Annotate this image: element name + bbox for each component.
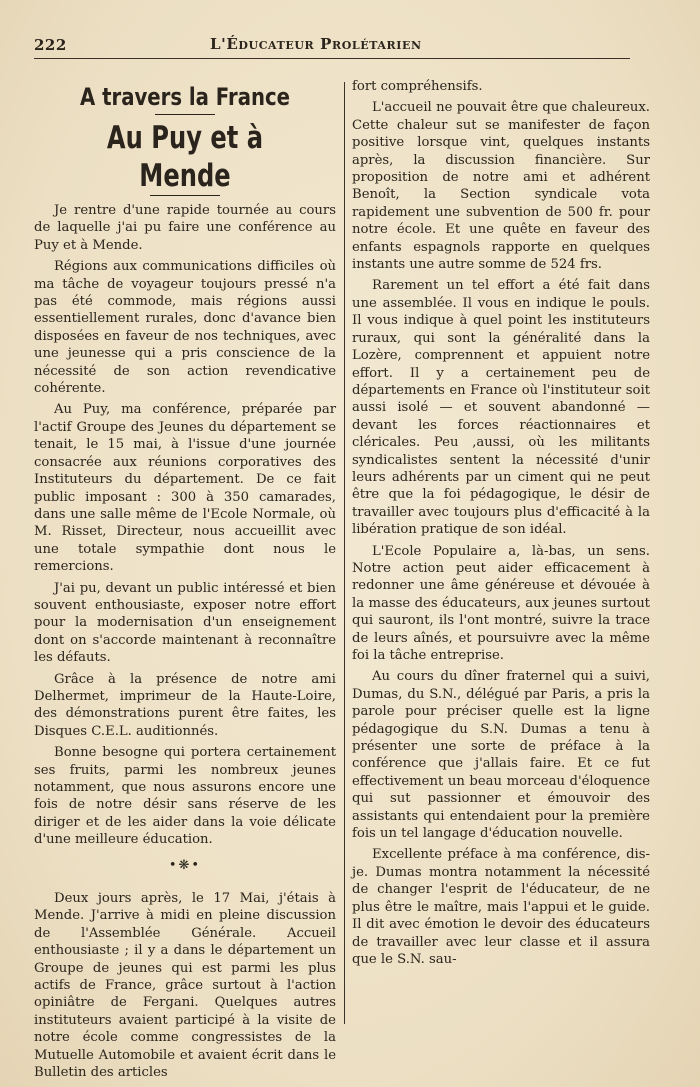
- left-column: [34, 82, 336, 1086]
- paragraph: L'accueil ne pouvait être que chaleureux. Cette chaleur sut se manifester de façon positive lorsque vint, quelques instants après, la discussion financière. Sur proposition de notre ami et adhérent Benoît, la Section syndicale vota rapidement une subvention de 500 fr. pour notre école. Et une quête en faveur des enfants espagnols rapporte en quelques instants une autre somme de 524 frs.: [352, 100, 650, 273]
- paragraph: Excellente préface à ma conférence, dis-je. Dumas montra notamment la nécessité de changer l'esprit de l'éducateur, de ne plus être le maître, mais l'appui et le guide. Il dit avec émotion le devoir des éducateurs de travailler avec leur classe et il assura que le S.N. sau-: [352, 847, 650, 967]
- paragraph: Régions aux communications difficiles où ma tâche de voyageur toujours pressé n'a pas été commode, mais régions aussi essentiellement rurales, donc d'avance bien disposées en faveur de nos techniques, avec une jeunesse qui a pris conscience de la nécessité de son action revendicative cohérente.: [34, 259, 336, 397]
- article-kicker: A travers la France: [80, 83, 290, 111]
- paragraph: L'Ecole Populaire a, là-bas, un sens. Notre action peut aider efficacement à redonner une âme généreuse et dévouée à la masse des éducateurs, aux jeunes surtout qui sauront, ils l'ont montré, suivre la trace de leurs aînés, et poursuivre avec la même foi la tâche entreprise.: [352, 543, 650, 663]
- right-column: [352, 78, 650, 972]
- paragraph: Rarement un tel effort a été fait dans une assemblée. Il vous en indique le pouls. Il vous indique à quel point les instituteurs ruraux, qui sont la généralité dans la Lozère, comprennent et appuient notre effort. Il y a certainement peu de départements en France où l'instituteur soit aussi isolé — et souvent abandonné — devant les forces réactionnaires et cléricales. Peu ,aussi, où les militants syndicalistes sentent la nécessité d'unir leurs adhérents par un ciment qui ne peut être que la foi pédagogique, le désir de travailler avec toujours plus d'efficacité à la libération pratique de son idéal.: [352, 278, 650, 538]
- journal-title: L'Éducateur Prolétarien: [210, 35, 422, 53]
- page-number: 222: [34, 36, 67, 54]
- paragraph-continuation: fort compréhensifs.: [352, 79, 483, 94]
- paragraph: Deux jours après, le 17 Mai, j'étais à Mende. J'arrive à midi en pleine discussion de l'Assemblée Générale. Accueil enthousiaste ; il y a dans le département un Groupe de jeunes qui est parmi les plus actifs de France, grâce surtout à l'action opiniâtre de Fergani. Quelques autres instituteurs avaient participé à la visite de notre école comme congressistes de la Mutuelle Automobile et avaient écrit dans le Bulletin des articles: [34, 891, 336, 1081]
- paragraph: Au Puy, ma conférence, préparée par l'actif Groupe des Jeunes du département se tenait, le 15 mai, à l'issue d'une journée consacrée aux réunions corporatives des Instituteurs du département. De ce fait public imposant : 300 à 350 camarades, dans une salle même de l'Ecole Normale, où M. Risset, Directeur, nous accueillit avec une totale sympathie dont nous le remercions.: [34, 402, 336, 575]
- column-divider: [344, 82, 345, 1024]
- kicker-rule: [155, 114, 215, 115]
- paragraph: Au cours du dîner fraternel qui a suivi, Dumas, du S.N., délégué par Paris, a pris la parole pour préciser quelle est la ligne pédagogique du S.N. Dumas a tenu à présenter une sorte de préface à la conférence que j'allais faire. Et ce fut effectivement un beau morceau d'éloquence qui sut passionner et émouvoir des assistants qui entendaient pour la première fois un tel langage d'éducation nouvelle.: [352, 669, 650, 842]
- article-title: Au Puy et à Mende: [106, 120, 264, 194]
- section-ornament: •❋•: [168, 857, 202, 873]
- title-rule: [150, 195, 220, 196]
- paragraph: Je rentre d'une rapide tournée au cours de laquelle j'ai pu faire une conférence au Puy et à Mende.: [34, 203, 336, 253]
- paragraph: Bonne besogne qui portera certainement ses fruits, parmi les nombreux jeunes notamment, que nous assurons encore une fois de notre désir sans réserve de les diriger et de les aider dans la voie délicate d'une meilleure éducation.: [34, 745, 336, 848]
- running-header: [34, 34, 630, 59]
- paragraph: J'ai pu, devant un public intéressé et bien souvent enthousiaste, exposer notre effort pour la modernisation d'un enseignement dont on s'accorde maintenant à reconnaître les défauts.: [34, 580, 336, 666]
- paragraph: Grâce à la présence de notre ami Delhermet, imprimeur de la Haute-Loire, des démonstrations purent être faites, les Disques C.E.L. auditionnés.: [34, 671, 336, 739]
